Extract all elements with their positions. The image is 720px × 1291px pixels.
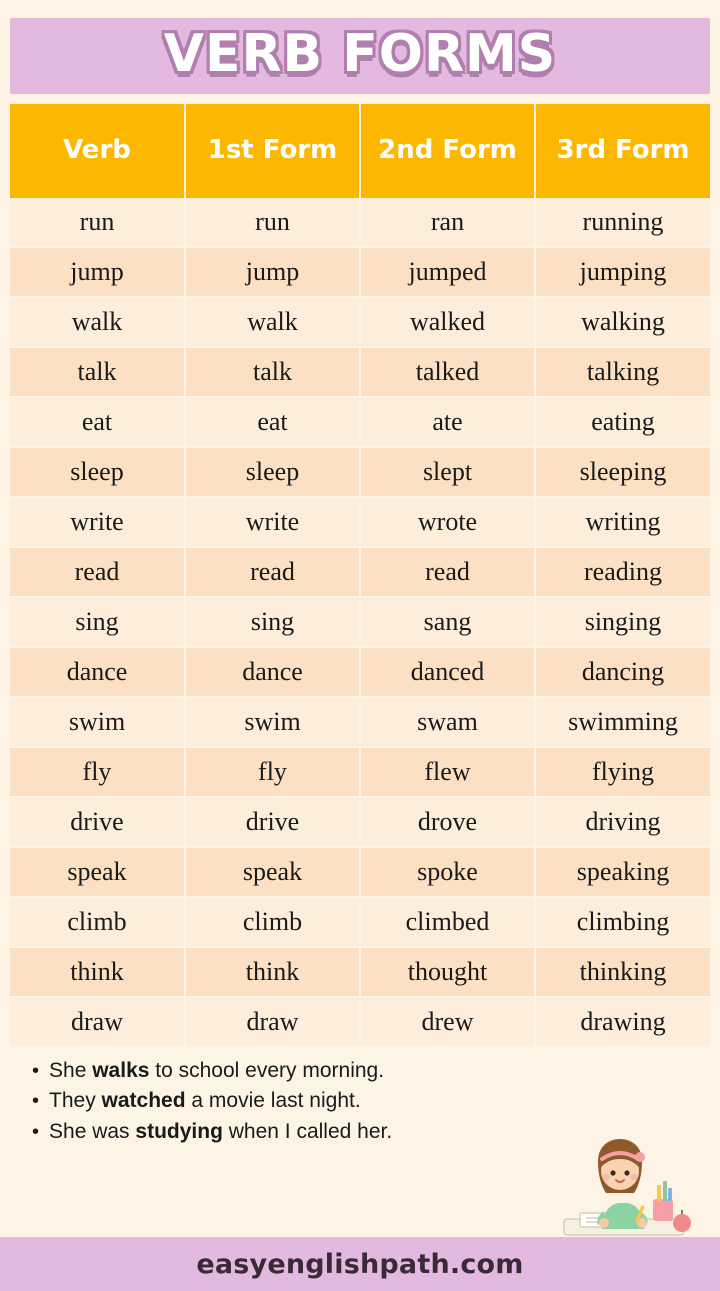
- sentence-before: They: [49, 1089, 102, 1113]
- example-sentence: [49, 1117, 392, 1147]
- table-cell: run: [185, 198, 360, 247]
- table-cell: drive: [10, 797, 185, 847]
- table-cell: sing: [185, 597, 360, 647]
- table-cell: speaking: [535, 847, 710, 897]
- table-cell: speak: [185, 847, 360, 897]
- column-header-2nd-form: 2nd Form: [360, 104, 535, 198]
- table-cell: draw: [10, 997, 185, 1047]
- table-cell: fly: [10, 747, 185, 797]
- table-cell: eat: [185, 397, 360, 447]
- table-cell: climbed: [360, 897, 535, 947]
- examples-section: [10, 1048, 710, 1237]
- sentence-before: She: [49, 1059, 93, 1082]
- sentence-highlight: watched: [101, 1089, 186, 1113]
- table-cell: running: [535, 198, 710, 247]
- table-row: [10, 397, 710, 447]
- table-header-row: [10, 104, 710, 198]
- table-cell: spoke: [360, 847, 535, 897]
- table-cell: dance: [185, 647, 360, 697]
- table-cell: climb: [185, 897, 360, 947]
- column-header-1st-form: 1st Form: [185, 104, 360, 198]
- table-cell: ate: [360, 397, 535, 447]
- table-cell: think: [10, 947, 185, 997]
- table-row: [10, 497, 710, 547]
- table-cell: singing: [535, 597, 710, 647]
- table-cell: flew: [360, 747, 535, 797]
- column-header-verb: Verb: [10, 104, 185, 198]
- sentence-highlight: walks: [92, 1059, 150, 1082]
- table-cell: slept: [360, 447, 535, 497]
- table-cell: sing: [10, 597, 185, 647]
- bullet-icon: •: [32, 1120, 40, 1143]
- table-cell: jump: [185, 247, 360, 297]
- table-cell: writing: [535, 497, 710, 547]
- table-cell: eating: [535, 397, 710, 447]
- table-cell: think: [185, 947, 360, 997]
- sentence-before: She was: [49, 1119, 136, 1143]
- example-sentence: [49, 1056, 384, 1086]
- table-cell: dancing: [535, 647, 710, 697]
- table-cell: walk: [185, 297, 360, 347]
- table-cell: speak: [10, 847, 185, 897]
- table-row: [10, 647, 710, 697]
- table-row: [10, 597, 710, 647]
- table-cell: jumping: [535, 247, 710, 297]
- site-url: easyenglishpath.com: [196, 1248, 524, 1280]
- sentence-after: a movie last night.: [185, 1089, 361, 1113]
- table-cell: sleep: [10, 447, 185, 497]
- sentence-after: when I called her.: [222, 1119, 393, 1143]
- table-cell: flying: [535, 747, 710, 797]
- table-cell: write: [10, 497, 185, 547]
- table-row: [10, 447, 710, 497]
- bullet-icon: •: [32, 1090, 40, 1113]
- table-cell: ran: [360, 198, 535, 247]
- table-cell: swimming: [535, 697, 710, 747]
- table-cell: sleeping: [535, 447, 710, 497]
- table-cell: swam: [360, 697, 535, 747]
- bullet-icon: •: [32, 1060, 40, 1082]
- sentence-after: to school every morning.: [149, 1059, 385, 1082]
- sentence-highlight: studying: [135, 1119, 223, 1143]
- title-banner: [10, 18, 710, 94]
- table-cell: read: [185, 547, 360, 597]
- table-cell: danced: [360, 647, 535, 697]
- table-cell: drive: [185, 797, 360, 847]
- table-row: [10, 947, 710, 997]
- table-cell: walk: [10, 297, 185, 347]
- table-row: [10, 198, 710, 247]
- table-cell: driving: [535, 797, 710, 847]
- table-row: [10, 897, 710, 947]
- table-cell: walking: [535, 297, 710, 347]
- table-cell: swim: [185, 697, 360, 747]
- table-cell: talking: [535, 347, 710, 397]
- column-header-3rd-form: 3rd Form: [535, 104, 710, 198]
- girl-writing-illustration: [554, 1133, 704, 1243]
- table-cell: jumped: [360, 247, 535, 297]
- table-cell: climbing: [535, 897, 710, 947]
- table-cell: talk: [185, 347, 360, 397]
- title-band: [10, 18, 710, 94]
- example-item: [32, 1056, 700, 1086]
- table-cell: climb: [10, 897, 185, 947]
- table-cell: run: [10, 198, 185, 247]
- page-title: VERB FORMS: [163, 24, 557, 84]
- table-row: [10, 547, 710, 597]
- table-cell: drawing: [535, 997, 710, 1047]
- table-cell: thinking: [535, 947, 710, 997]
- table-cell: fly: [185, 747, 360, 797]
- table-cell: walked: [360, 297, 535, 347]
- table-row: [10, 847, 710, 897]
- table-row: [10, 747, 710, 797]
- table-cell: sang: [360, 597, 535, 647]
- table-cell: eat: [10, 397, 185, 447]
- table-cell: write: [185, 497, 360, 547]
- verb-forms-table: [10, 104, 710, 1048]
- table-cell: drove: [360, 797, 535, 847]
- table-cell: wrote: [360, 497, 535, 547]
- table-row: [10, 697, 710, 747]
- table-row: [10, 797, 710, 847]
- table-cell: thought: [360, 947, 535, 997]
- table-row: [10, 997, 710, 1047]
- table-row: [10, 297, 710, 347]
- table-cell: draw: [185, 997, 360, 1047]
- table-cell: reading: [535, 547, 710, 597]
- table-cell: jump: [10, 247, 185, 297]
- table-cell: sleep: [185, 447, 360, 497]
- footer-band: [0, 1237, 720, 1291]
- table-cell: read: [360, 547, 535, 597]
- table-row: [10, 247, 710, 297]
- table-cell: talk: [10, 347, 185, 397]
- table-cell: read: [10, 547, 185, 597]
- example-sentence: [49, 1086, 361, 1116]
- table-cell: dance: [10, 647, 185, 697]
- table-cell: drew: [360, 997, 535, 1047]
- table-cell: talked: [360, 347, 535, 397]
- example-item: [32, 1086, 700, 1116]
- table-cell: swim: [10, 697, 185, 747]
- table-row: [10, 347, 710, 397]
